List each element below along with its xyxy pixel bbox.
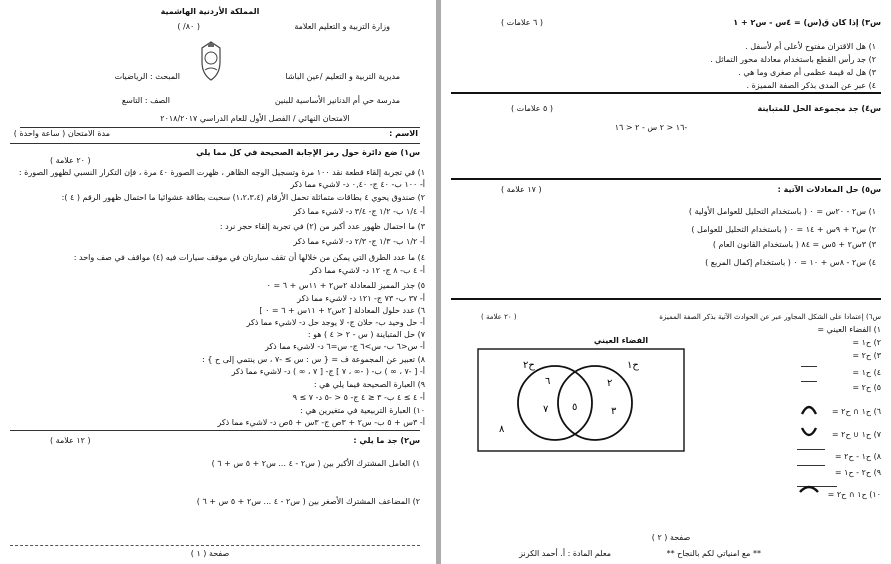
q1-line-18: أ- ٤ ≥ ٤ ب- ٣ ≤ ٤ ج- ٥ < -٥ د- ٧ ≥ ٩	[292, 393, 425, 402]
q3-item-1: ١) هل الاقتران مفتوح لأعلى أم لأسفل .	[745, 42, 876, 51]
q3-item-4: ٤) عبر عن المدى بذكر الصفة المميزة .	[746, 81, 876, 90]
q1-score: ( ٢٠ علامة )	[50, 156, 91, 165]
q1-line-7: ٤) ما عدد الطرق التي يمكن من خلالها أن تقف سيارتان في موقف سيارات فيه (٤) مواقف في صف واحد :	[73, 253, 425, 262]
q1-title: س١) ضع دائرة حول رمز الإجابة الصحيحة في كل مما يلي	[196, 148, 420, 157]
intersection-icon-2	[800, 487, 818, 492]
q6-item-9: ٩) ح٢ - ح١ =	[834, 468, 881, 477]
grade: الصف : التاسع	[121, 96, 170, 105]
union-icon	[802, 428, 816, 435]
page-2-footer: صفحة ( ٢ )	[651, 533, 691, 542]
q6-item-8: ٨) ح١ - ح٢ =	[834, 452, 881, 461]
good-luck-wish: ** مع امنياتي لكم بالنجاح **	[666, 549, 761, 558]
q1-line-15: ٨) تعبير عن المجموعة ف = { س : س ≥ -٧ ، س ينتمي إلى ح } :	[202, 355, 425, 364]
q6-item-2: ٢) ح١ =	[852, 338, 881, 347]
set-1-circle	[518, 366, 592, 440]
set-2-circle	[558, 366, 632, 440]
q1-line-11: ٦) عدد حلول المعادلة [ ٢س٢ + ١١س + ٦ = ٠ ]	[259, 306, 425, 315]
school: مدرسة حي أم الدنانير الأساسية للبنين	[274, 96, 400, 105]
q5-item-4: ٤) س٢ - ٨س + ١٠ = ٠ ( باستخدام إكمال المربع )	[705, 258, 876, 267]
q5-score: ( ١٧ علامة )	[501, 185, 542, 194]
q6-item-3: ٣) ح٢ =	[852, 351, 881, 360]
q6-title: س٦) إعتمادا على الشكل المجاور عبر عن الحوادث الآتية بذكر الصفة المميزة	[659, 313, 881, 321]
q3-item-2: ٢) جد رأس القطع باستخدام معادلة محور التماثل .	[710, 55, 876, 64]
q1-line-3: ٢) صندوق يحوي ٤ بطاقات متماثلة تحمل الأرقام (١،٢،٣،٤) سحبت بطاقة عشوائيا ما احتمال ظهور الرقم ( ٤ ):	[61, 193, 425, 202]
q1-line-8: أ- ٤ ب- ٨ ج- ١٢ د- لاشيء مما ذكر	[310, 266, 425, 275]
jordan-emblem-icon	[194, 40, 228, 82]
directorate: مديرية التربية و التعليم /عين الباشا	[285, 72, 400, 81]
q6-score: ( ٢٠ علامة )	[481, 313, 517, 321]
q2-item-1: ١) العامل المشترك الأكبر بين ( س٢ - ٤ ... س٢ + ٥ س + ٦ )	[211, 459, 420, 468]
q3-title: س٣) إذا كان ق(س) = ٤س - س٢ + ١	[733, 18, 881, 27]
q1-line-13: ٧) حل المتباينة ( س - ٢ < ٤ ) هو :	[307, 330, 425, 339]
teacher-name: معلم المادة : أ. أحمد الكرنز	[519, 549, 611, 558]
q1-line-16: أ- [ -٧ ، ∞ ) ب- ( -∞ ، ٧ ] ج- [ ٧ ، ∞ ) د- لاشيء مما ذكر	[231, 367, 425, 376]
q2-title: س٢) جد ما يلي :	[353, 436, 420, 445]
q5-title: س٥) حل المعادلات الآتية :	[777, 185, 881, 194]
q4-title: س٤) جد مجموعة الحل للمتباينة	[757, 104, 881, 113]
q1-line-19: ١٠) العبارة التربيعية في متغيرين هي :	[300, 406, 425, 415]
exam-duration: مدة الامتحان ( ساعة واحدة )	[13, 129, 110, 138]
exam-page-2	[441, 0, 891, 564]
page-1-footer: صفحة ( ١ )	[190, 549, 230, 558]
q6-item-1: ١) الفضاء العيني =	[817, 325, 881, 334]
venn-diagram	[477, 348, 685, 452]
venn-number-7: ٧	[543, 404, 549, 415]
q1-line-20: أ- ٣س + ٥ ب- س٢ + ٣ص ج- ٣س + ٥ص د- لاشيء مما ذكر	[217, 418, 425, 427]
exam-title: الامتحان النهائي / الفصل الأول للعام الدراسي ٢٠١٨/٢٠١٧	[160, 114, 350, 123]
total-mark: ( ٨٠/ )	[177, 22, 200, 31]
student-name-label: الاسم :	[389, 129, 418, 138]
venn-number-8: ٨	[499, 424, 505, 435]
q3-item-3: ٣) هل له قيمة عظمى أم صغرى وما هي .	[738, 68, 876, 77]
q5-item-2: ٢) س٢ + ٩س + ١٤ = ٠ ( باستخدام التحليل للعوامل )	[691, 225, 876, 234]
q4-inequality: -١٦ < ٢ س - ٢ < ١٦	[614, 123, 688, 132]
q6-item-6: ٦) ح١ ∩ ح٢ =	[831, 407, 881, 416]
q5-item-3: ٣) ٣س٢ + ٥س = ٨٤ ( باستخدام القانون العام )	[712, 240, 876, 249]
venn-number-2: ٢	[607, 378, 613, 389]
q5-item-1: ١) س٢ - ٢٠س = ٠ ( باستخدام التحليل للعوامل الأولية )	[688, 207, 876, 216]
q1-line-1: ١) في تجربة إلقاء قطعة نقد ١٠٠ مرة وتسجيل الوجه الظاهر ، ظهرت الصورة ٤٠ مرة ، فإن التكرار النسبي لظهور الصورة :	[18, 168, 425, 177]
q3-score: ( ٦ علامات )	[501, 18, 543, 27]
sample-space-rect	[478, 349, 684, 451]
q1-line-2: أ- ١٠٠ ب- ٤٠ ج- ٠,٤٠ د- لاشيء مما ذكر	[290, 180, 425, 189]
q1-line-10: أ- ٣٧ ب- ٧٣ ج- ١٢١ د- لاشيء مما ذكر	[297, 294, 425, 303]
q2-item-2: ٢) المضاعف المشترك الأصغر بين ( س٢ - ٤ ... س٢ + ٥ س + ٦ )	[196, 497, 420, 506]
q1-line-9: ٥) جذر المميز للمعادلة ٢س٢ + ١١س + ٦ = ٠	[266, 281, 425, 290]
q1-line-14: أ- س<٦ ب- س>٦ ج- س=٦ د- لاشيء مما ذكر	[264, 342, 425, 351]
q6-item-7: ٧) ح١ ∪ ح٢ =	[831, 430, 881, 439]
intersection-icon	[802, 407, 816, 414]
venn-title: الفضاء العيني	[593, 336, 649, 345]
q1-line-17: ٩) العبارة الصحيحة فيما يلي هي :	[313, 380, 425, 389]
q2-score: ( ١٢ علامة )	[50, 436, 91, 445]
exam-page-1	[0, 0, 436, 564]
q1-line-4: أ- ١/٤ ب- ١/٢ ج- ٣/٤ د- لاشيء مما ذكر	[293, 207, 425, 216]
set-operation-symbols	[797, 402, 823, 502]
venn-number-3: ٣	[611, 406, 617, 417]
q1-line-12: أ- حل وحيد ب- حلان ج- لا يوجد حل د- لاشيء مما ذكر	[246, 318, 425, 327]
q4-score: ( ٥ علامات )	[511, 104, 553, 113]
q6-item-5: ٥) ح٢ =	[852, 383, 881, 392]
q6-item-4: ٤) ح١ =	[852, 368, 881, 377]
set-1-label: ح١	[627, 360, 639, 371]
subject: المبحث : الرياضيات	[114, 72, 180, 81]
venn-number-5: ٥	[572, 402, 578, 413]
ministry-title: وزارة التربية و التعليم العلامة	[294, 22, 390, 31]
set-2-label: ح٢	[523, 360, 535, 371]
q6-item-10: ١٠) ح١ ∩ ح٢ =	[827, 490, 881, 499]
q1-line-5: ٣) ما احتمال ظهور عدد أكبر من (٢) في تجربة إلقاء حجر نرد :	[219, 222, 425, 231]
venn-number-6: ٦	[545, 376, 551, 387]
q1-line-6: أ- ١/٢ ب- ١/٣ ج- ٢/٣ د- لاشيء مما ذكر	[293, 237, 425, 246]
kingdom-title: المملكة الأردنية الهاشمية	[160, 7, 260, 16]
